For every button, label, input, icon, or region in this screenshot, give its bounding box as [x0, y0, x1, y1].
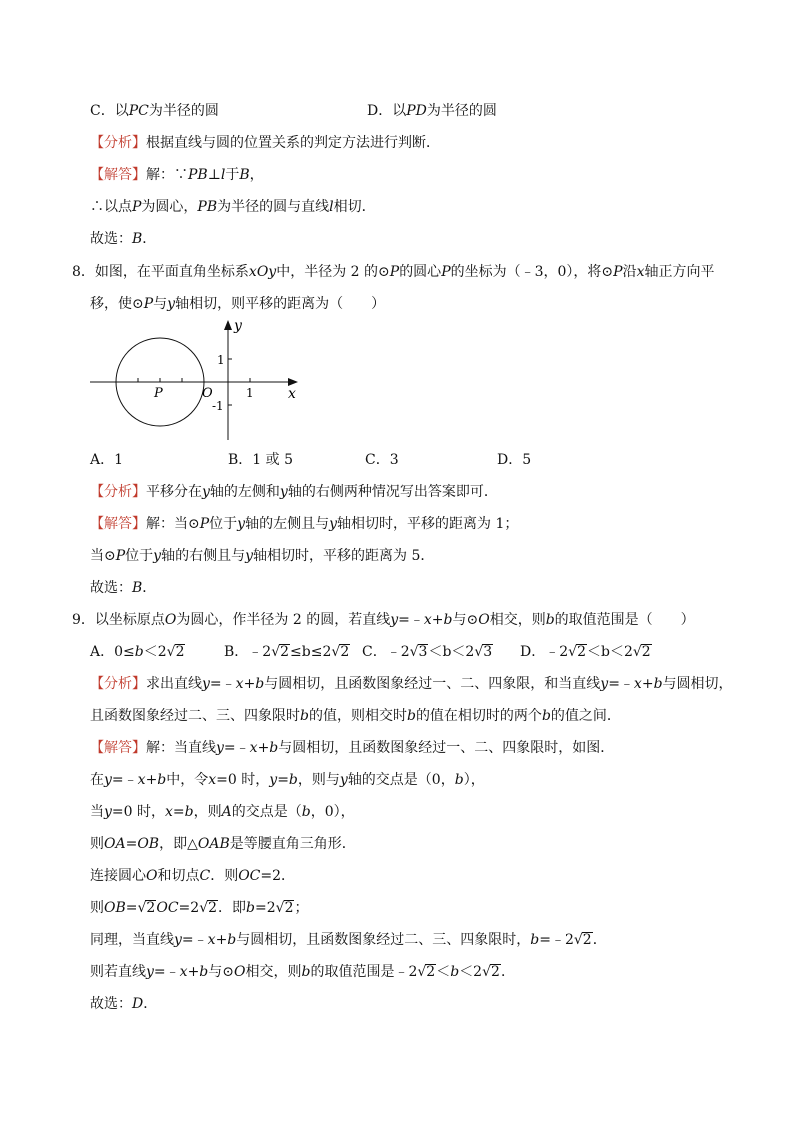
sqrt-symbol: √2: [275, 900, 294, 916]
y-axis-label: y: [234, 318, 242, 334]
q9-choice: 故选：D．: [90, 996, 158, 1012]
q8-option-c: C．3: [365, 452, 399, 468]
q8-option-b: B．1 或 5: [228, 452, 294, 468]
x-axis-label: x: [288, 386, 296, 402]
sqrt-symbol: √2: [573, 932, 592, 948]
sqrt-symbol: √2: [137, 900, 156, 916]
q8-option-a: A．1: [90, 452, 124, 468]
q7-option-d: D．以PD为半径的圆: [367, 103, 497, 119]
q8-stem-line2: 移，使⊙P与y轴相切，则平移的距离为（ ）: [90, 296, 386, 312]
q8-figure: [88, 316, 308, 446]
q8-answer-line1: 【解答】解：当⊙P位于y轴的左侧且与y轴相切时，平移的距离为 1；: [90, 516, 519, 532]
sqrt-symbol: √2: [568, 644, 586, 660]
q9-answer-line8: 则若直线y=﹣x+b与⊙O相交，则b的取值范围是﹣2√2＜b＜2√2．: [90, 964, 515, 980]
answer-tag: 【解答】: [90, 167, 146, 183]
q9-option-b: B．﹣2√2≤b≤2√2: [224, 644, 350, 660]
q9-answer-line5: 连接圆心O和切点C．则OC=2．: [90, 868, 296, 884]
q7-option-c: C．以PC为半径的圆: [90, 103, 219, 119]
q7-answer-line1: 【解答】解：∵PB⊥l于B，: [90, 167, 264, 183]
y-neg-one-label: -1: [212, 399, 224, 413]
q9-answer-line2: 在y=﹣x+b中，令x=0 时，y=b，则与y轴的交点是（0，b），: [90, 772, 485, 788]
sqrt-symbol: √2: [271, 644, 290, 660]
analysis-tag: 【分析】: [90, 676, 146, 692]
origin-label: O: [202, 386, 213, 401]
x-axis-arrow: [288, 378, 298, 386]
q7-choice: 故选：B．: [90, 231, 157, 247]
sqrt-symbol: √2: [417, 964, 436, 980]
sqrt-symbol: √3: [474, 644, 493, 660]
q9-answer-line1: 【解答】解：当直线y=﹣x+b与圆相切，且函数图象经过一、二、四象限时，如图．: [90, 740, 615, 756]
q9-answer-line3: 当y=0 时，x=b，则A的交点是（b，0），: [90, 804, 355, 820]
q9-answer-line6: 则OB=√2OC=2√2．即b=2√2；: [90, 900, 309, 916]
q8-analysis: 【分析】平移分在y轴的左侧和y轴的右侧两种情况写出答案即可．: [90, 484, 498, 500]
q7-analysis: 【分析】根据直线与圆的位置关系的判定方法进行判断．: [90, 135, 440, 151]
sqrt-symbol: √2: [482, 964, 500, 980]
answer-tag: 【解答】: [90, 516, 146, 532]
sqrt-symbol: √2: [331, 644, 350, 660]
answer-tag: 【解答】: [90, 740, 146, 756]
sqrt-symbol: √2: [632, 644, 651, 660]
q9-option-c: C．﹣2√3＜b＜2√3: [362, 644, 493, 660]
q9-answer-line4: 则OA=OB，即△OAB是等腰直角三角形．: [90, 836, 356, 852]
sqrt-symbol: √2: [199, 900, 218, 916]
sqrt-symbol: √2: [166, 644, 185, 660]
q9-analysis-line1: 【分析】求出直线y=﹣x+b与圆相切，且函数图象经过一、二、四象限，和当直线y=﹣x+b与圆相切，: [90, 676, 733, 692]
q8-stem-line1: 8．如图，在平面直角坐标系xOy中，半径为 2 的⊙P的圆心P的坐标为（﹣3，0），将⊙P沿x轴正方向平: [72, 264, 715, 280]
q7-answer-line2: ∴以点P为圆心，PB为半径的圆与直线l相切．: [90, 199, 376, 215]
q9-option-a: A．0≤b＜2√2: [90, 644, 185, 660]
q8-option-d: D．5: [497, 452, 532, 468]
q8-choice: 故选：B．: [90, 580, 157, 596]
sqrt-symbol: √3: [409, 644, 428, 660]
analysis-tag: 【分析】: [90, 484, 146, 500]
q9-option-d: D．﹣2√2＜b＜2√2: [520, 644, 651, 660]
q9-stem: 9．以坐标原点O为圆心，作半径为 2 的圆，若直线y=﹣x+b与⊙O相交，则b的取值范围是（ ）: [72, 612, 695, 628]
analysis-tag: 【分析】: [90, 135, 146, 151]
y-one-label: 1: [217, 353, 225, 367]
q8-answer-line2: 当⊙P位于y轴的右侧且与y轴相切时，平移的距离为 5．: [90, 548, 435, 564]
q9-answer-line7: 同理，当直线y=﹣x+b与圆相切，且函数图象经过二、三、四象限时，b=﹣2√2．: [90, 932, 607, 948]
p-label: P: [154, 386, 163, 401]
y-axis-arrow: [224, 320, 232, 330]
x-one-label: 1: [246, 386, 254, 400]
q9-analysis-line2: 且函数图象经过二、三、四象限时b的值，则相交时b的值在相切时的两个b的值之间．: [90, 708, 621, 724]
